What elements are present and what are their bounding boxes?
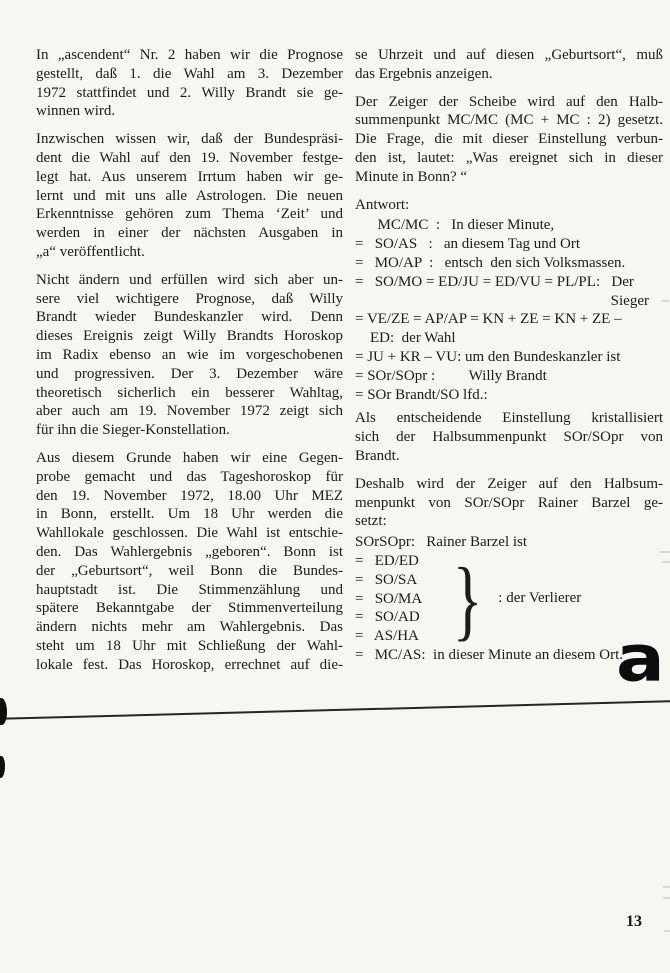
- text-line: dieses Ereignis zeigt Willy Brandts Horoskop: [36, 328, 343, 345]
- scan-edge-artifact: [663, 897, 670, 899]
- text-line: Als entscheidende Einstellung kristallisiert: [355, 410, 663, 427]
- paragraph: [355, 475, 663, 531]
- text-line: 1972 stattfindet und 2. Willy Brandt sie ge-: [36, 84, 343, 101]
- text-line: menpunkt von SOr/SOpr Rainer Barzel ge-: [355, 494, 663, 511]
- page-number: 13: [626, 913, 642, 930]
- paragraph: [355, 46, 663, 84]
- text-line: lernt und mit uns alle Astrologen. Die neuen: [36, 187, 343, 204]
- paragraph: [36, 271, 343, 440]
- text-line: den ist, lautet: „Was ereignet sich in dieser: [355, 149, 663, 166]
- text-line: ändern nichts mehr am Wahlergebnis. Das: [36, 619, 343, 636]
- text-line: den 19. November 1972, 18.00 Uhr MEZ: [36, 487, 343, 504]
- final-answer-line: = MC/AS: in dieser Minute an diesem Ort.: [355, 646, 624, 663]
- answer-line: = SO/SA: [355, 571, 418, 588]
- text-line: Wahllokale geschlossen. Die Wahl ist entschie-: [36, 525, 343, 542]
- text-line: spätere Bekanntgabe der Stimmenverteilung: [36, 600, 343, 617]
- ink-mark: [0, 756, 5, 778]
- text-line: im Radix ebenso an wie im vorgeschobenen: [36, 346, 343, 363]
- text-line: In „ascendent“ Nr. 2 haben wir die Prognose: [36, 47, 343, 63]
- answer-line: = ED/ED: [355, 552, 419, 569]
- answer-line: = JU + KR – VU: um den Bundeskanzler ist: [355, 348, 621, 365]
- text-line: werden in einer der nächsten Ausgaben in: [36, 225, 343, 242]
- text-line: hauptstadt ist. Die Stimmenzählung und: [36, 581, 343, 598]
- text-line: Die Frage, die mit dieser Einstellung verbun-: [355, 131, 663, 148]
- text-line: legt hat. Aus unserem Irrtum haben wir ge-: [36, 168, 343, 185]
- answer-line: MC/MC : In dieser Minute,: [355, 217, 555, 234]
- scan-edge-artifact: [663, 886, 670, 888]
- text-line: Minute in Bonn? “: [355, 168, 468, 185]
- text-line: Deshalb wird der Zeiger auf den Halbsum-: [355, 475, 663, 492]
- text-line: das Ergebnis anzeigen.: [355, 65, 493, 82]
- magazine-logo-a: a: [616, 620, 663, 696]
- paragraph: [36, 46, 343, 121]
- text-line: sich der Halbsummenpunkt SOr/SOpr von: [355, 429, 663, 446]
- text-line: summenpunkt MC/MC (MC + MC : 2) gesetzt.: [355, 112, 663, 129]
- answer-line: = VE/ZE = AP/AP = KN + ZE = KN + ZE –: [355, 311, 622, 328]
- text-line: Nicht ändern und erfüllen wird sich aber un-: [36, 271, 343, 288]
- answer-list: [355, 216, 663, 404]
- right-column: [355, 46, 663, 665]
- scan-edge-artifact: [664, 930, 670, 932]
- text-line: Brandt.: [355, 447, 400, 464]
- answer-line: = SO/MO = ED/JU = ED/VU = PL/PL: Der: [355, 273, 634, 290]
- answer-line: ED: der Wahl: [355, 330, 456, 347]
- paragraph: [355, 93, 663, 187]
- paragraph: [355, 409, 663, 465]
- text-line: Brandt wieder Bundeskanzler wird. Denn: [36, 309, 343, 326]
- text-line: se Uhrzeit und auf diesen „Geburtsort“, muß: [355, 47, 663, 63]
- text-line: für ihn die Sieger-Konstellation.: [36, 422, 230, 439]
- brace-entries: [355, 552, 447, 646]
- sor-sopr-line: SOrSOpr: Rainer Barzel ist: [355, 534, 528, 551]
- brace-label: : der Verlierer: [498, 590, 582, 607]
- text-line: dent die Wahl auf den 19. November festge-: [36, 149, 343, 166]
- scan-edge-artifact: [659, 551, 670, 553]
- text-line: Inzwischen wissen wir, daß der Bundespräsi-: [36, 131, 343, 148]
- text-line: Erkenntnisse gehören zum Thema ‘Zeit’ und: [36, 206, 343, 223]
- answer-line: = AS/HA: [355, 628, 419, 645]
- text-line: Der Zeiger der Scheibe wird auf den Halb-: [355, 93, 663, 110]
- answer-line: = MO/AP : entsch den sich Volksmassen.: [355, 254, 626, 271]
- answer-line: = SOr Brandt/SO lfd.:: [355, 386, 488, 403]
- text-line: den. Das Wahlergebnis „geboren“. Bonn ist: [36, 543, 343, 560]
- scan-edge-artifact: [662, 561, 670, 563]
- scan-edge-artifact: [661, 300, 669, 302]
- text-line: in Bonn, erstellt. Um 18 Uhr werden die: [36, 506, 343, 523]
- text-line: sere viel wichtigere Prognose, daß Willy: [36, 290, 343, 307]
- text-line: theoretisch sicherlich ein besserer Wahltag,: [36, 384, 343, 401]
- text-line: setzt:: [355, 513, 387, 530]
- answer-line: = SO/MA: [355, 590, 423, 607]
- paragraph: [36, 130, 343, 262]
- scan-line-artifact: [0, 700, 670, 720]
- text-line: gestellt, daß 1. die Wahl am 3. Dezember: [36, 65, 343, 82]
- text-line: probe gemacht und das Tageshoroskop für: [36, 468, 343, 485]
- text-line: steht um 18 Uhr mit Schließung der Wahl-: [36, 637, 343, 654]
- text-line: winnen wird.: [36, 103, 116, 120]
- text-line: lokale fest. Das Horoskop, errechnet auf die-: [36, 656, 343, 673]
- curly-brace-icon: }: [452, 548, 483, 650]
- text-line: Aus diesem Grunde haben wir eine Gegen-: [36, 449, 343, 466]
- text-line: aber auch am 19. November 1972 zeigt sich: [36, 403, 343, 420]
- answer-heading: Antwort:: [355, 196, 410, 213]
- text-line: „a“ veröffentlicht.: [36, 243, 145, 260]
- left-column: [36, 46, 343, 684]
- answer-line: Sieger: [610, 292, 649, 309]
- text-line: und progressiven. Der 3. Dezember wäre: [36, 365, 343, 382]
- ink-mark: [0, 698, 7, 725]
- text-line: der „Geburtsort“, weil Bonn die Bundes-: [36, 562, 343, 579]
- answer-line: = SO/AS : an diesem Tag und Ort: [355, 236, 581, 253]
- answer-line: = SOr/SOpr : Willy Brandt: [355, 367, 547, 384]
- answer-line: = SO/AD: [355, 609, 420, 626]
- paragraph: [36, 449, 343, 675]
